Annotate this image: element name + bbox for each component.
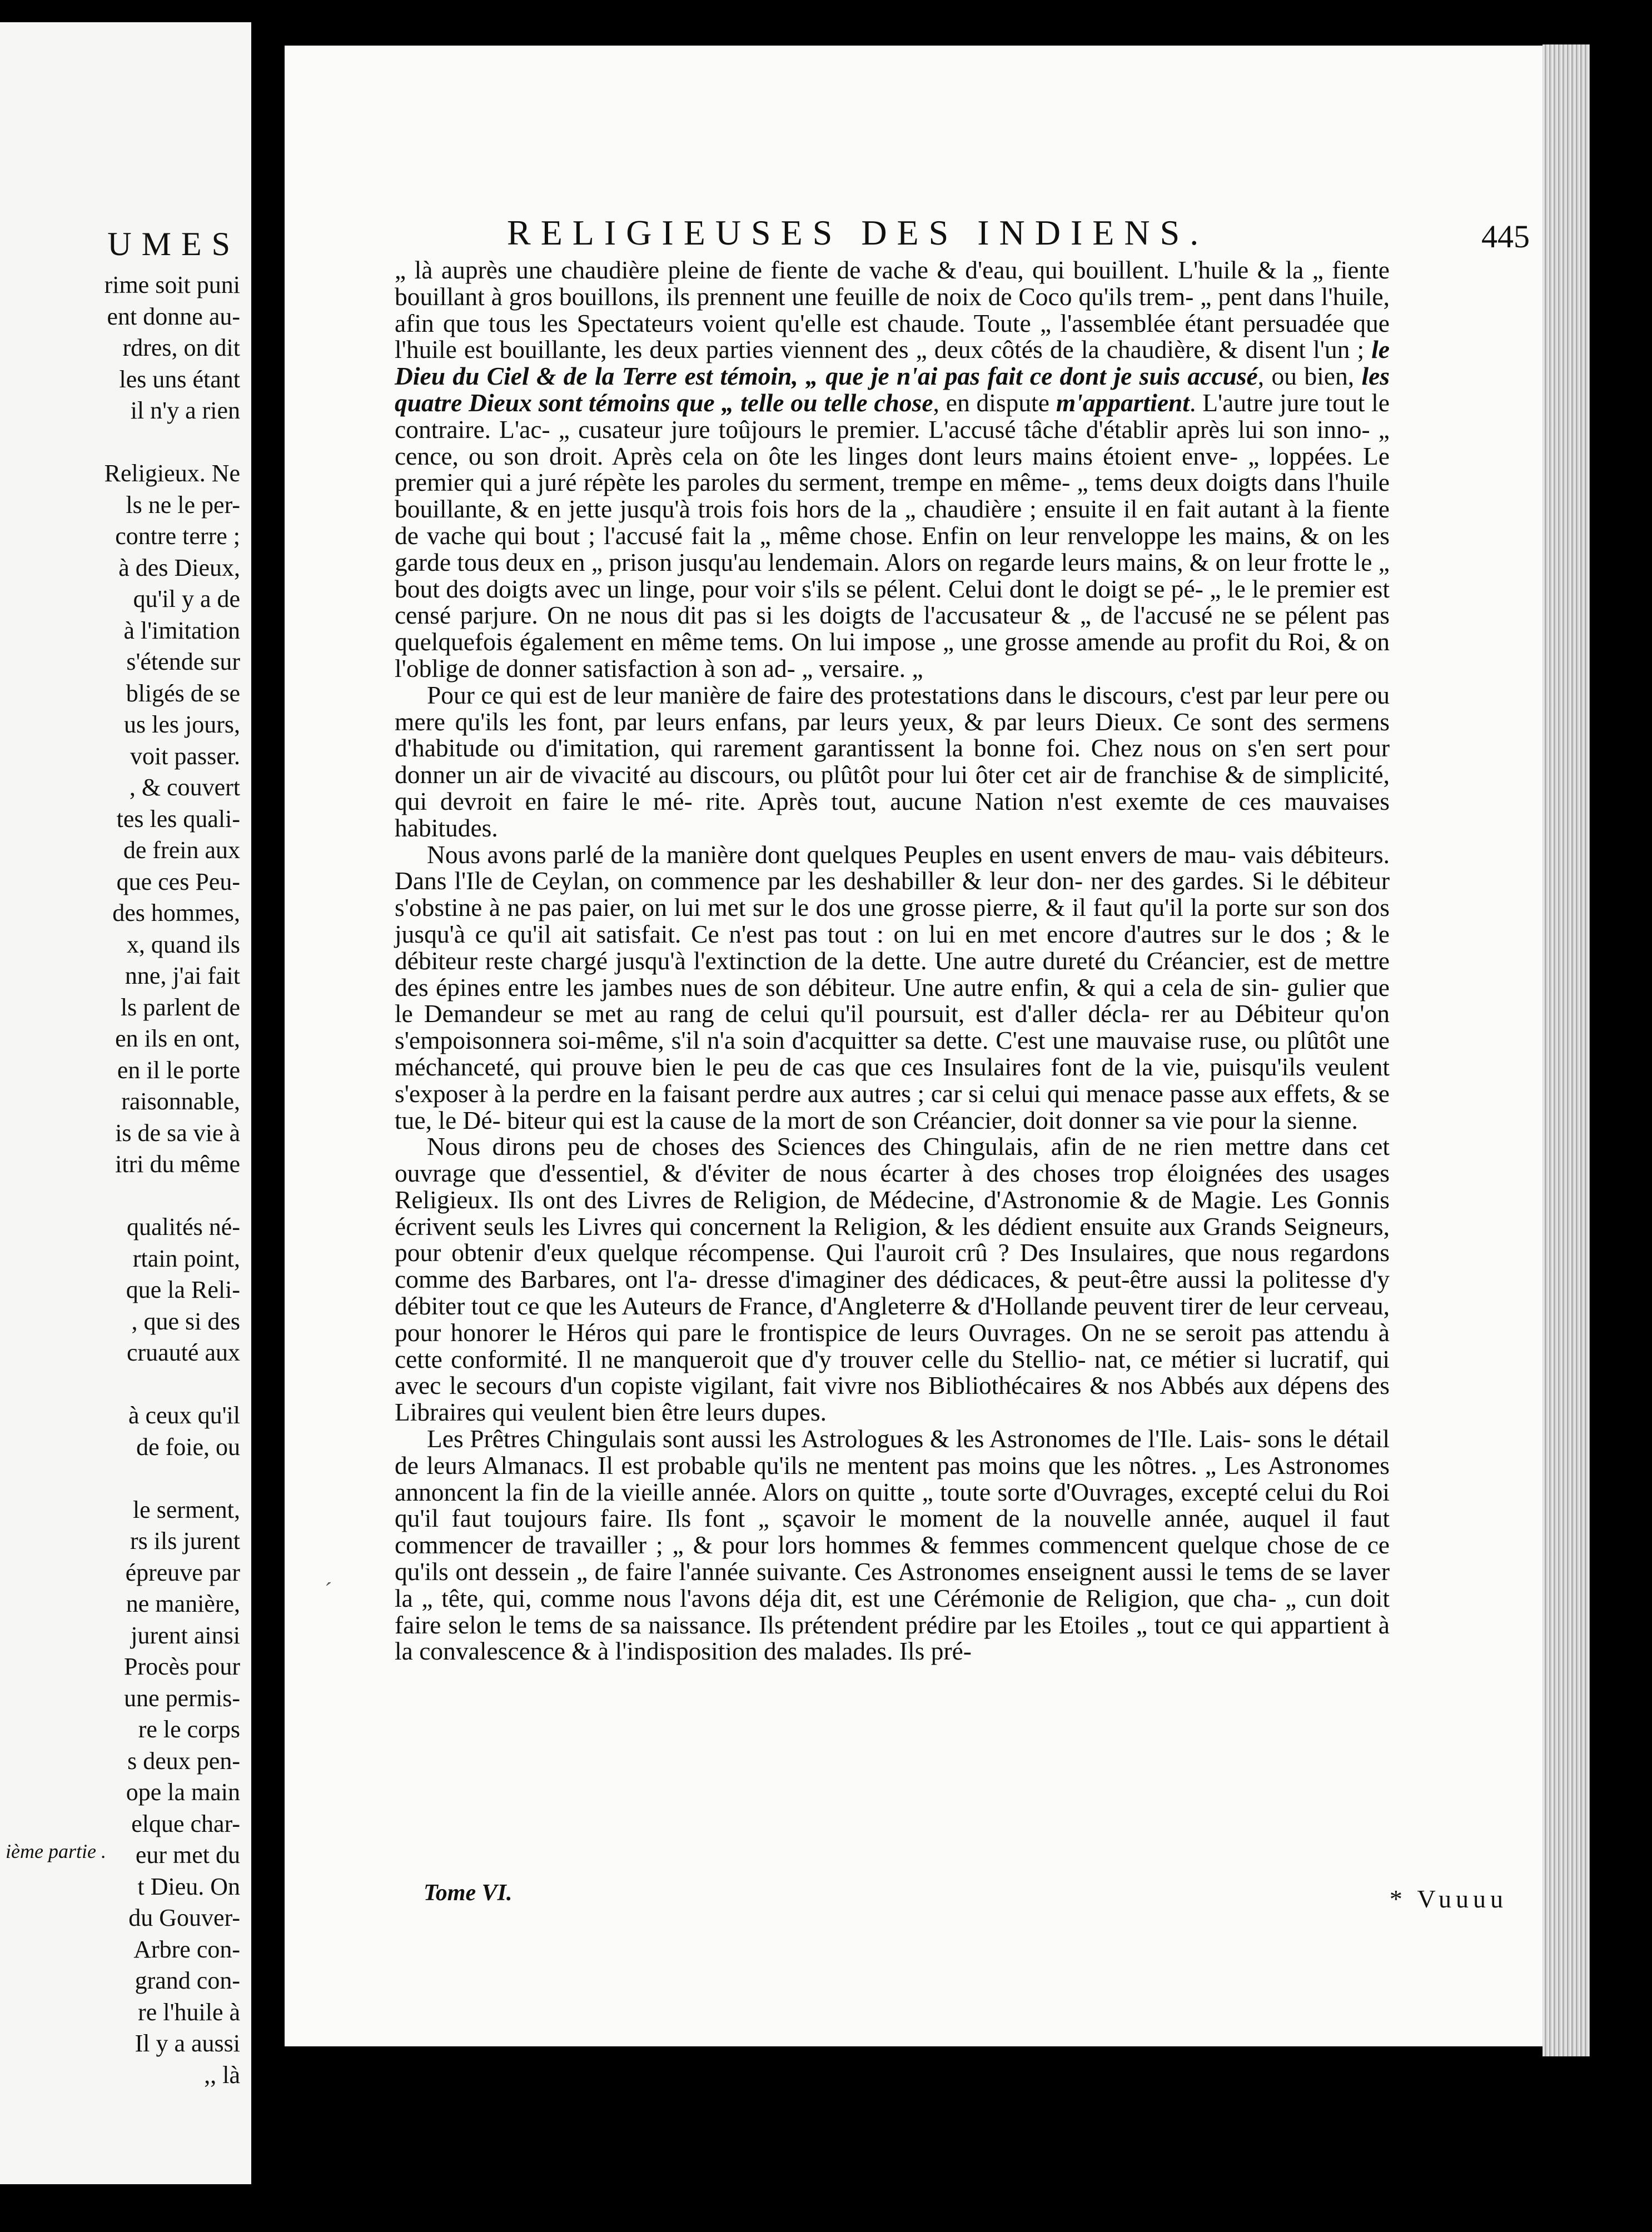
left-page-line: rdres, on dit	[122, 334, 240, 361]
left-page-line: Religieux. Ne	[104, 460, 240, 487]
running-head: RELIGIEUSES DES INDIENS.	[507, 213, 1209, 252]
left-page-line: une permis-	[124, 1684, 240, 1712]
text-run: . L'autre jure tout le contraire. L'ac- „ cusateur jure toûjours le premier. L'accusé tâche d'établir après lui son inno- „ cence, ou son droit. Après cela on ôte les linges dont leurs mains étoient enve- „ loppées. Le premier qui a juré répète les paroles du serment, trempe en même- „ tems deux doigts dans l'huile bouillante, & en jette jusqu'à trois fois hors de la „ chaudière ; ensuite il en fait autant à la fiente de vache qui bout ; l'accusé fait la „ même chose. Enfin on leur renveloppe les mains, & on les garde tous deux en „ prison jusqu'au lendemain. Alors on regarde leurs mains, & on leur frotte le „ bout des doigts avec un linge, pour voir s'ils se pélent. Celui dont le doigt se pé- „ le le premier est censé parjure. On ne nous dit pas si les doigts de l'accusateur & „ de l'accusé ne se pélent pas quelquefois également en même tems. On lui impose „ une grosse amende au profit du Roi, & on l'oblige de donner satisfaction à son ad- „ versaire. „	[395, 388, 1390, 682]
text-run: Nous avons parlé de la manière dont quelques Peuples en usent envers de mau- vais débiteurs. Dans l'Ile de Ceylan, on commence par les deshabiller & leur don- ner des gardes. Si le débiteur s'obstine à ne pas paier, on lui met sur le dos une grosse pierre, & il faut qu'il la porte sur son dos jusqu'à ce qu'il ait satisfait. Ce n'est pas tout : on lui en met encore d'autres sur le dos ; & le débiteur reste chargé jusqu'à l'extinction de la dette. Une autre dureté du Créancier, est de mettre des épines entre les jambes nues de son débiteur. Une autre enfin, & qui a cela de sin- gulier que le Demandeur se met au rang de celui qu'il poursuit, est d'aller décla- rer au Débiteur qu'on s'empoisonnera soi-même, s'il n'a soin d'acquitter sa dette. C'est une mauvaise ruse, ou plûtôt une méchanceté, qui prouve bien le peu de cas que ces Insulaires font de la vie, puisqu'ils veulent s'exposer à la perdre en la faisant perdre aux autres ; car si celui qui menace passe aux effets, & se tue, le Dé- biteur qui est la cause de la mort de son Créancier, doit donner sa vie pour la sienne.	[395, 840, 1390, 1134]
left-page-line: qualités né-	[126, 1213, 240, 1240]
left-page-line: que ces Peu-	[116, 868, 240, 895]
left-page-line: Il y a aussi	[135, 2030, 240, 2057]
left-page	[0, 22, 251, 2184]
page-body	[395, 257, 1390, 1665]
left-page-line: elque char-	[131, 1810, 240, 1837]
margin-mark: ˊ	[325, 1578, 332, 1603]
left-page-line: à des Dieux,	[118, 554, 240, 581]
left-page-line: contre terre ;	[115, 522, 240, 550]
left-page-line: ne manière,	[126, 1590, 240, 1617]
left-page-line: raisonnable,	[121, 1088, 240, 1115]
left-page-line: t Dieu. On	[137, 1872, 240, 1900]
left-page-line: is de sa vie à	[115, 1119, 240, 1147]
left-page-line: il n'y a rien	[130, 397, 240, 424]
left-page-line: Arbre con-	[133, 1935, 240, 1963]
left-page-line: à l'imitation	[123, 616, 240, 644]
text-run: Les Prêtres Chingulais sont aussi les Astrologues & les Astronomes de l'Ile. Lais- sons le détail de leurs Almanacs. Il est probable qu'ils ne mentent pas moins que les nôtres. „ Les Astronomes annoncent la fin de la vieille année. Alors on quitte „ toute sorte d'Ouvrages, excepté celui du Roi qu'il faut toujours faire. Ils font „ sçavoir le moment de la nouvelle année, auquel il faut commencer de travailler ; „ & pour lors hommes & femmes commencent quelque chose de ce qu'ils ont dessein „ de faire l'année suivante. Ces Astronomes enseignent aussi le tems de se laver la „ tête, qui, comme nous l'avons déja dit, est une Cérémonie de Religion, que cha- „ cun doit faire selon le tems de sa naissance. Ils prétendent prédire par les Etoiles „ tout ce qui appartient à la convalescence & à l'indisposition des malades. Ils pré-	[395, 1424, 1390, 1666]
text-run: , en dispute	[933, 388, 1056, 417]
left-page-line: re le corps	[138, 1716, 240, 1743]
left-page-line: s'étende sur	[126, 648, 240, 675]
left-page-line: le serment,	[132, 1496, 240, 1523]
left-page-line: épreuve par	[125, 1558, 240, 1586]
paragraph	[395, 682, 1390, 841]
left-page-line: rime soit puni	[104, 271, 240, 298]
left-page-line: rs ils jurent	[130, 1527, 240, 1555]
italic-text: le Dieu du Ciel & de la Terre est témoin, „ que je n'ai pas fait ce dont je suis accusé	[395, 335, 1390, 391]
left-page-line: les uns étant	[119, 365, 240, 393]
left-page-line: x, quand ils	[126, 930, 240, 958]
right-page	[285, 46, 1585, 2046]
italic-text: m'appartient	[1056, 388, 1190, 417]
left-page-line: , & couvert	[129, 774, 240, 801]
paragraph	[395, 257, 1390, 682]
left-page-line: du Gouver-	[128, 1904, 240, 1931]
left-page-line: re l'huile à	[138, 1998, 240, 2026]
volume-label: Tome VI.	[424, 1880, 512, 1906]
left-page-text	[0, 270, 240, 2091]
text-run: „ là auprès une chaudière pleine de fiente de vache & d'eau, qui bouillent. L'huile & la „ fiente bouillant à gros bouillons, ils prennent une feuille de noix de Coco qu'ils trem- „ pent dans l'huile, afin que tous les Spectateurs voient qu'elle est chaude. Toute „ l'assemblée étant persuadée que l'huile est bouillante, les deux parties viennent des „ deux côtés de la chaudière, & disent l'un ;	[395, 256, 1390, 364]
left-page-line	[0, 427, 240, 459]
left-page-line	[0, 1463, 240, 1494]
left-page-line: us les jours,	[124, 711, 240, 738]
paragraph	[395, 1133, 1390, 1426]
left-page-heading: UMES	[107, 226, 240, 262]
text-run: Pour ce qui est de leur manière de faire des protestations dans le discours, c'est par leur pere ou mere qu'ils les font, par leurs enfans, par leurs yeux, & par leurs Dieux. Ce sont des sermens d'habitude ou d'imitation, qui rarement garantissent la bonne foi. Chez nous on s'en sert pour donner un air de vivacité au discours, ou plûtôt pour lui ôter cet air de franchise & de simplicité, qui devroit en faire le mé- rite. Après tout, aucune Nation n'est exemte de ces mauvaises habitudes.	[395, 680, 1390, 842]
left-page-line: ope la main	[126, 1778, 240, 1806]
left-page-footer: ième partie .	[6, 1840, 106, 1862]
left-page-line: , que si des	[131, 1307, 240, 1335]
left-page-line: de frein aux	[123, 836, 240, 864]
page-number: 445	[1481, 218, 1530, 255]
left-page-line: tes les quali-	[116, 805, 240, 833]
left-page-line: ls ne le per-	[126, 491, 240, 519]
left-page-line: en ils en ont,	[115, 1025, 240, 1052]
left-page-line: bligés de se	[126, 679, 240, 707]
left-page-line	[0, 1369, 240, 1401]
left-page-line: s deux pen-	[127, 1747, 240, 1775]
left-page-line	[0, 1180, 240, 1212]
left-page-line: eur met du	[135, 1841, 240, 1869]
left-page-line: cruauté aux	[127, 1339, 240, 1366]
left-page-line: à ceux qu'il	[128, 1402, 240, 1429]
left-page-line: ent donne au-	[107, 302, 240, 330]
left-page-line: grand con-	[135, 1967, 240, 1994]
text-run: Nous dirons peu de choses des Sciences des Chingulais, afin de ne rien mettre dans cet ouvrage que d'essentiel, & d'éviter de nous écarter à des choses trop éloignées des usages Religieux. Ils ont des Livres de Religion, de Médecine, d'Astronomie & de Magie. Les Gonnis écrivent seuls les Livres qui concernent la Religion, & les dédient ensuite aux Grands Seigneurs, pour obtenir d'eux quelque récompense. Qui l'auroit crû ? Des Insulaires, que nous regardons comme des Barbares, ont l'a- dresse d'imaginer des dédicaces, & peut-être aussi la politesse d'y débiter tout ce que les Auteurs de France, d'Angleterre & d'Hollande peuvent tirer de leur cerveau, pour honorer le Héros qui pare le frontispice de leurs Ouvrages. On ne se seroit pas attendu à cette conformité. Il ne manqueroit que d'y trouver celle du Stellio- nat, ce métier si lucratif, qui avec le secours d'un copiste vigilant, fait vivre nos Bibliothécaires & nos Abbés aux dépens des Libraires qui veulent bien être leurs dupes.	[395, 1132, 1390, 1427]
page-footer	[424, 1880, 1507, 1924]
left-page-line: ,, là	[204, 2061, 240, 2089]
left-page-line: jurent ainsi	[131, 1621, 240, 1649]
left-page-line: que la Reli-	[126, 1276, 240, 1303]
left-page-line: itri du même	[115, 1150, 240, 1178]
left-page-line: de foie, ou	[136, 1433, 240, 1461]
page-stack-edge	[1542, 44, 1590, 2056]
left-page-line: qu'il y a de	[133, 585, 240, 612]
left-page-line: en il le porte	[117, 1056, 240, 1084]
left-page-line: voit passer.	[130, 742, 240, 770]
left-page-line: des hommes,	[112, 899, 240, 926]
left-page-line: rtain point,	[132, 1244, 240, 1272]
italic-text: les quatre Dieux sont témoins que „ telle ou telle chose	[395, 362, 1390, 417]
left-page-line: ls parlent de	[120, 993, 240, 1021]
text-run: , ou bien,	[1257, 362, 1362, 391]
left-page-line: Procès pour	[124, 1653, 240, 1680]
signature-mark: * Vuuuu	[1389, 1885, 1507, 1913]
left-page-line: nne, j'ai fait	[125, 962, 240, 989]
paragraph	[395, 1426, 1390, 1665]
paragraph	[395, 841, 1390, 1134]
book-gutter	[251, 0, 285, 2232]
